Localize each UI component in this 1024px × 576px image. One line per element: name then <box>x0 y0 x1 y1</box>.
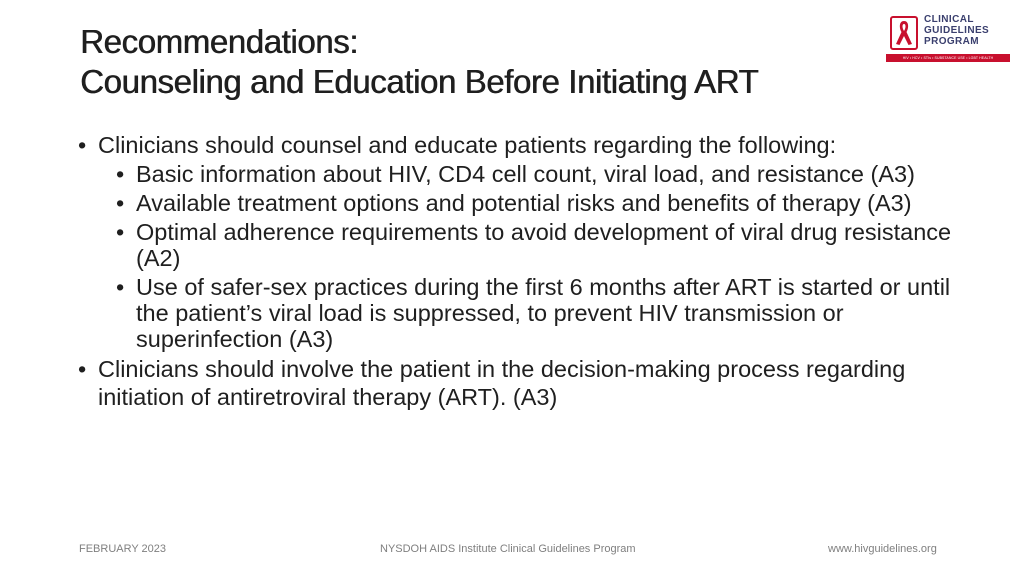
logo-wordmark <box>924 14 989 47</box>
sub-bullet-item: • Use of safer-sex practices during the first 6 months after ART is started or until the patient’s viral load is suppressed, to prevent HIV transmission or superinfection (A3) <box>98 274 956 352</box>
title-line-2: Counseling and Education Before Initiating ART <box>80 63 759 100</box>
sub-bullet-item: • Available treatment options and potential risks and benefits of therapy (A3) <box>98 190 956 216</box>
bullet-item <box>76 355 956 411</box>
bullet-item <box>76 131 956 352</box>
sub-bullet-item: • Optimal adherence requirements to avoid development of viral drug resistance (A2) <box>98 219 956 271</box>
logo-line-1: CLINICAL <box>924 14 974 25</box>
sub-bullet-list <box>98 161 956 352</box>
title-line-1: Recommendations: <box>80 23 358 60</box>
logo-frame <box>890 16 918 50</box>
sub-bullet-item: • Basic information about HIV, CD4 cell count, viral load, and resistance (A3) <box>98 161 956 187</box>
bullet-text: Clinicians should counsel and educate patients regarding the following: <box>98 132 837 158</box>
clinical-guidelines-logo <box>886 14 1010 64</box>
footer-program: NYSDOH AIDS Institute Clinical Guidelines Program <box>380 543 636 555</box>
red-ribbon-icon <box>892 18 916 48</box>
bullet-text: Clinicians should involve the patient in the decision-making process regarding initiation of antiretroviral therapy (ART). (A3) <box>98 356 906 410</box>
footer-date: FEBRUARY 2023 <box>79 543 167 555</box>
logo-line-3: PROGRAM <box>924 36 980 47</box>
bullet-list <box>76 131 956 411</box>
logo-tagline: HIV • HCV • STIs • SUBSTANCE USE • LGBT HEALTH <box>886 54 1010 62</box>
slide-title <box>80 22 880 102</box>
logo-line-2: GUIDELINES <box>924 25 990 36</box>
footer-url: www.hivguidelines.org <box>828 543 937 555</box>
slide-body <box>76 131 956 414</box>
